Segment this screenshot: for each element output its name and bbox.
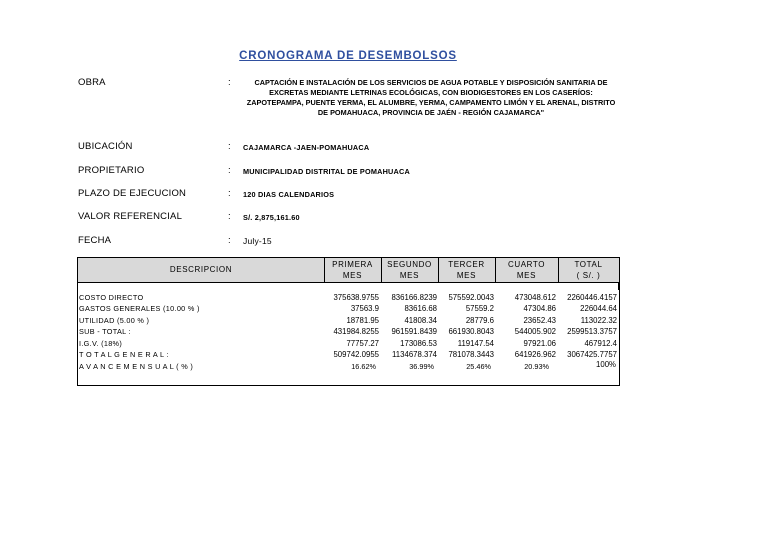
cell-value: 57559.2: [465, 304, 494, 313]
valor-referencial-label: VALOR REFERENCIAL: [78, 211, 183, 222]
cell-value: 431984.8255: [333, 327, 379, 336]
cell-value: 3067425.7757: [567, 350, 617, 359]
cell-value: 100%: [596, 360, 616, 369]
header-cuarto-line1: CUARTO: [507, 260, 546, 269]
cell-value: 661930.8043: [448, 327, 494, 336]
propietario-colon: :: [228, 165, 231, 176]
plazo-colon: :: [228, 188, 231, 199]
cell-value: 18781.95: [346, 316, 379, 325]
propietario-label: PROPIETARIO: [78, 165, 145, 176]
header-tercer-mes: [438, 258, 495, 282]
header-cuarto-mes: [495, 258, 558, 282]
header-descripcion: DESCRIPCION: [169, 265, 233, 274]
cell-value: 544005.902: [514, 327, 556, 336]
row-label-igv: I.G.V. (18%): [79, 339, 123, 348]
cell-value: 83616.68: [404, 304, 437, 313]
header-primera-line1: PRIMERA: [332, 260, 373, 269]
header-tercer-line1: TERCER: [448, 260, 485, 269]
disbursement-table: [77, 257, 620, 386]
row-label-avance-mensual: A V A N C E M E N S U A L ( % ): [79, 362, 194, 371]
valor-referencial-colon: :: [228, 211, 231, 222]
cell-value: 77757.27: [346, 339, 379, 348]
fecha-colon: :: [228, 235, 231, 246]
valor-referencial-value: S/. 2,875,161.60: [243, 213, 300, 222]
cell-value: 1134678.374: [392, 350, 437, 359]
obra-colon: :: [228, 77, 231, 88]
header-segundo-line2: MES: [399, 271, 420, 280]
cell-value: 2599513.3757: [567, 327, 617, 336]
cell-value: 509742.0955: [333, 350, 379, 359]
ubicacion-value: CAJAMARCA -JAEN-POMAHUACA: [243, 143, 370, 152]
cell-value: 473048.612: [514, 293, 556, 302]
cell-value: 226044.64: [580, 304, 617, 313]
plazo-value: 120 DIAS CALENDARIOS: [243, 190, 335, 199]
cell-value: 173086.53: [400, 339, 437, 348]
header-total-line1: TOTAL: [574, 260, 603, 269]
plazo-label: PLAZO DE EJECUCION: [78, 188, 187, 199]
cell-value: 20.93%: [524, 362, 549, 371]
obra-value: CAPTACIÓN E INSTALACIÓN DE LOS SERVICIOS DE AGUA POTABLE Y DISPOSICIÓN SANITARIA DE EXCRETAS MEDIANTE LETRINAS ECOLÓGICAS, CON BIODIGESTORES EN LOS CASERÍOS: ZAPOTEPAMPA, PUENTE YERMA, EL ALUMBRE, YERMA, CAMPAMENTO LIMÓN Y EL ARENAL, DISTRITO DE POMAHUACA, PROVINCIA DE JAÉN - REGIÓN CAJAMARCA": [246, 78, 616, 117]
fecha-value: July-15: [243, 236, 272, 246]
header-cuarto-line2: MES: [516, 271, 537, 280]
table-header: [78, 258, 619, 283]
cell-value: 641926.962: [514, 350, 556, 359]
cell-value: 375638.9755: [333, 293, 379, 302]
cell-value: 36.99%: [409, 362, 434, 371]
page-title: CRONOGRAMA DE DESEMBOLSOS: [239, 50, 457, 62]
cell-value: 23652.43: [523, 316, 556, 325]
row-label-utilidad: UTILIDAD (5.00 % ): [79, 316, 150, 325]
header-primera-line2: MES: [342, 271, 363, 280]
cell-value: 836166.8239: [391, 293, 437, 302]
cell-value: 575592.0043: [448, 293, 494, 302]
cell-value: 961591.8439: [391, 327, 437, 336]
cell-value: 2260446.4157: [567, 293, 617, 302]
cell-value: 97921.06: [523, 339, 556, 348]
obra-label: OBRA: [78, 77, 106, 88]
cell-value: 781078.3443: [448, 350, 494, 359]
cell-value: 37563.9: [350, 304, 379, 313]
propietario-value: MUNICIPALIDAD DISTRITAL DE POMAHUACA: [243, 167, 410, 176]
cell-value: 16.62%: [351, 362, 376, 371]
ubicacion-colon: :: [228, 141, 231, 152]
fecha-label: FECHA: [78, 235, 112, 246]
header-primera-mes: [324, 258, 381, 282]
row-label-gastos-generales: GASTOS GENERALES (10.00 % ): [79, 304, 200, 313]
cell-value: 47304.86: [523, 304, 556, 313]
header-tercer-line2: MES: [456, 271, 477, 280]
table-edge-tick: [618, 282, 619, 290]
cell-value: 41808.34: [404, 316, 437, 325]
cell-value: 119147.54: [457, 339, 494, 348]
header-total-line2: ( S/. ): [576, 271, 601, 280]
row-label-total-general: T O T A L G E N E R A L :: [79, 350, 169, 359]
header-total: [558, 258, 619, 282]
cell-value: 467912.4: [584, 339, 617, 348]
header-segundo-mes: [381, 258, 438, 282]
cell-value: 28779.6: [465, 316, 494, 325]
cell-value: 113022.32: [580, 316, 617, 325]
ubicacion-label: UBICACIÓN: [78, 141, 133, 152]
row-label-costo-directo: COSTO DIRECTO: [79, 293, 144, 302]
row-label-sub-total: SUB - TOTAL :: [79, 327, 131, 336]
header-segundo-line1: SEGUNDO: [387, 260, 432, 269]
cell-value: 25.46%: [466, 362, 491, 371]
